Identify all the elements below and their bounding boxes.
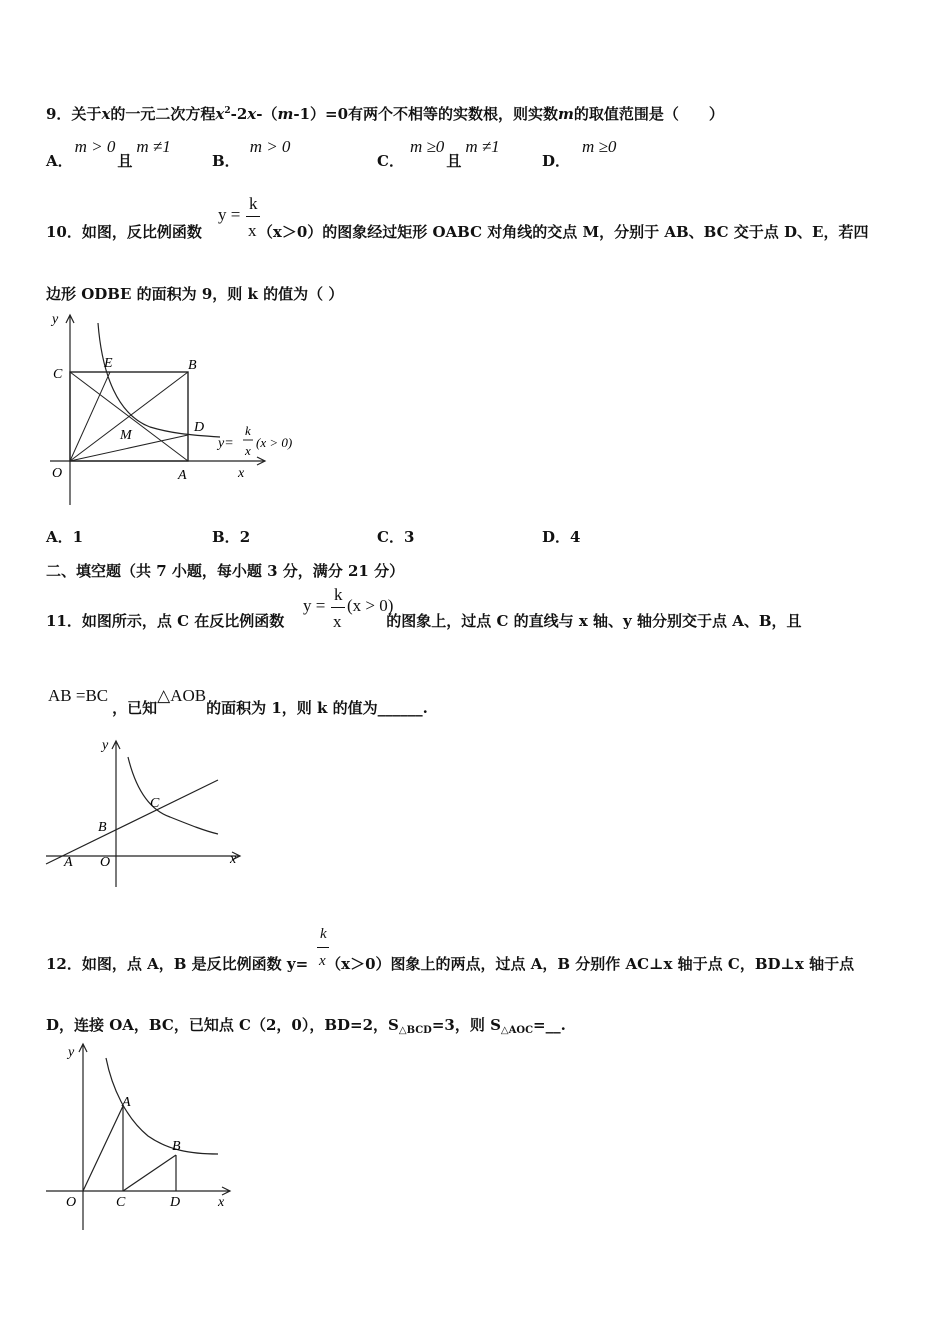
q10-option-b: B．2 — [212, 528, 251, 546]
q10-label-o: O — [52, 466, 63, 481]
q9-stem: 9．关于x的一元二次方程$x^2-2x-(m-1)=0$有两个不相等的实数根，则实数m的取值范围是（ ） — [46, 105, 724, 123]
q10-func-num: k — [249, 194, 258, 213]
q10-option-a: A．1 — [46, 528, 84, 546]
q12-segment-bc — [123, 1155, 176, 1191]
q10-label-b: B — [188, 358, 197, 373]
q10-label-m: M — [120, 428, 132, 443]
q11-stem-line1: 11．如图所示，点 C 在反比例函数 的图象上，过点 C 的直线与 x 轴、y 轴分别交于点 A、B，且 — [46, 612, 802, 630]
q11-label-a: A — [64, 855, 73, 870]
q10-label-x: x — [238, 466, 245, 481]
q10-stem-line2: 边形 ODBE 的面积为 9，则 k 的值为（ ） — [46, 285, 344, 303]
q11-label-b: B — [98, 820, 107, 835]
q9-option-a: A．m > 0且m ≠1 — [46, 137, 171, 170]
q11-stem-line2: AB =BC，已知△AOB的面积为 1，则 k 的值为______. — [48, 686, 428, 717]
q11-hyperbola — [128, 757, 218, 834]
q12-stem-line2: D，连接 OA，BC，已知点 C（2，0），BD=2，$S_{\triangle BCD}=3$，则 $S_{\triangle AOC}=\_\_$. — [46, 1016, 566, 1036]
q10-label-d: D — [194, 420, 205, 435]
section2-title: 二、填空题（共 7 小题，每小题 3 分，满分 21 分） — [46, 562, 405, 580]
q10-func-y: y = — [218, 205, 241, 224]
q12-label-a: A — [122, 1095, 131, 1110]
q10-curve-label-domain: (x > 0) — [256, 435, 293, 450]
q12-label-d: D — [170, 1195, 181, 1210]
q12-stem-line1: 12．如图，点 A，B 是反比例函数 y= （x＞0）图象上的两点，过点 A，B 分别作 AC⊥x 轴于点 C，BD⊥x 轴于点 — [46, 955, 855, 973]
q12-segment-oa — [83, 1106, 123, 1191]
q10-curve-label-x: x — [245, 443, 251, 458]
q9-option-d: D．m ≥0 — [542, 137, 617, 170]
q12-func-num: k — [320, 926, 327, 942]
q12-label-b: B — [172, 1139, 181, 1154]
q10-label-a: A — [178, 468, 187, 483]
q10-func-den: x — [248, 221, 257, 240]
q12-figure — [40, 1038, 250, 1238]
q11-label-o: O — [100, 855, 111, 870]
q10-fraction-bar — [246, 216, 260, 217]
q12-fraction-bar — [317, 947, 329, 948]
q11-fraction-bar — [331, 607, 345, 608]
q10-label-e: E — [104, 356, 113, 371]
q12-label-o: O — [66, 1195, 77, 1210]
q10-label-y: y — [52, 312, 59, 327]
q10-curve-label-k: k — [245, 423, 251, 438]
q12-label-c: C — [116, 1195, 126, 1210]
q12-label-y: y — [68, 1045, 75, 1060]
q11-label-c: C — [150, 796, 160, 811]
q10-figure — [40, 305, 320, 515]
q11-figure — [40, 735, 250, 895]
q9-option-c: C．m ≥0且m ≠1 — [377, 137, 500, 170]
q12-label-x: x — [218, 1195, 225, 1210]
q11-func-domain: (x > 0) — [347, 596, 394, 615]
q10-option-d: D．4 — [542, 528, 581, 546]
q10-option-c: C．3 — [377, 528, 415, 546]
q11-func-den: x — [333, 612, 342, 631]
q10-segment-oe — [70, 372, 110, 461]
q11-label-y: y — [102, 738, 109, 753]
q11-func-num: k — [334, 585, 343, 604]
q11-line-abc — [46, 780, 218, 864]
q9-option-b: B．m > 0 — [212, 137, 291, 170]
q12-func-den: x — [319, 953, 326, 969]
q10-label-c: C — [53, 367, 63, 382]
q10-stem-line1: 10．如图，反比例函数 （x＞0）的图象经过矩形 OABC 对角线的交点 M，分别于 AB、BC 交于点 D、E，若四 — [46, 223, 869, 241]
q10-curve-label-y: y= — [218, 436, 234, 451]
q11-label-x: x — [230, 852, 237, 867]
q11-func-y: y = — [303, 596, 326, 615]
